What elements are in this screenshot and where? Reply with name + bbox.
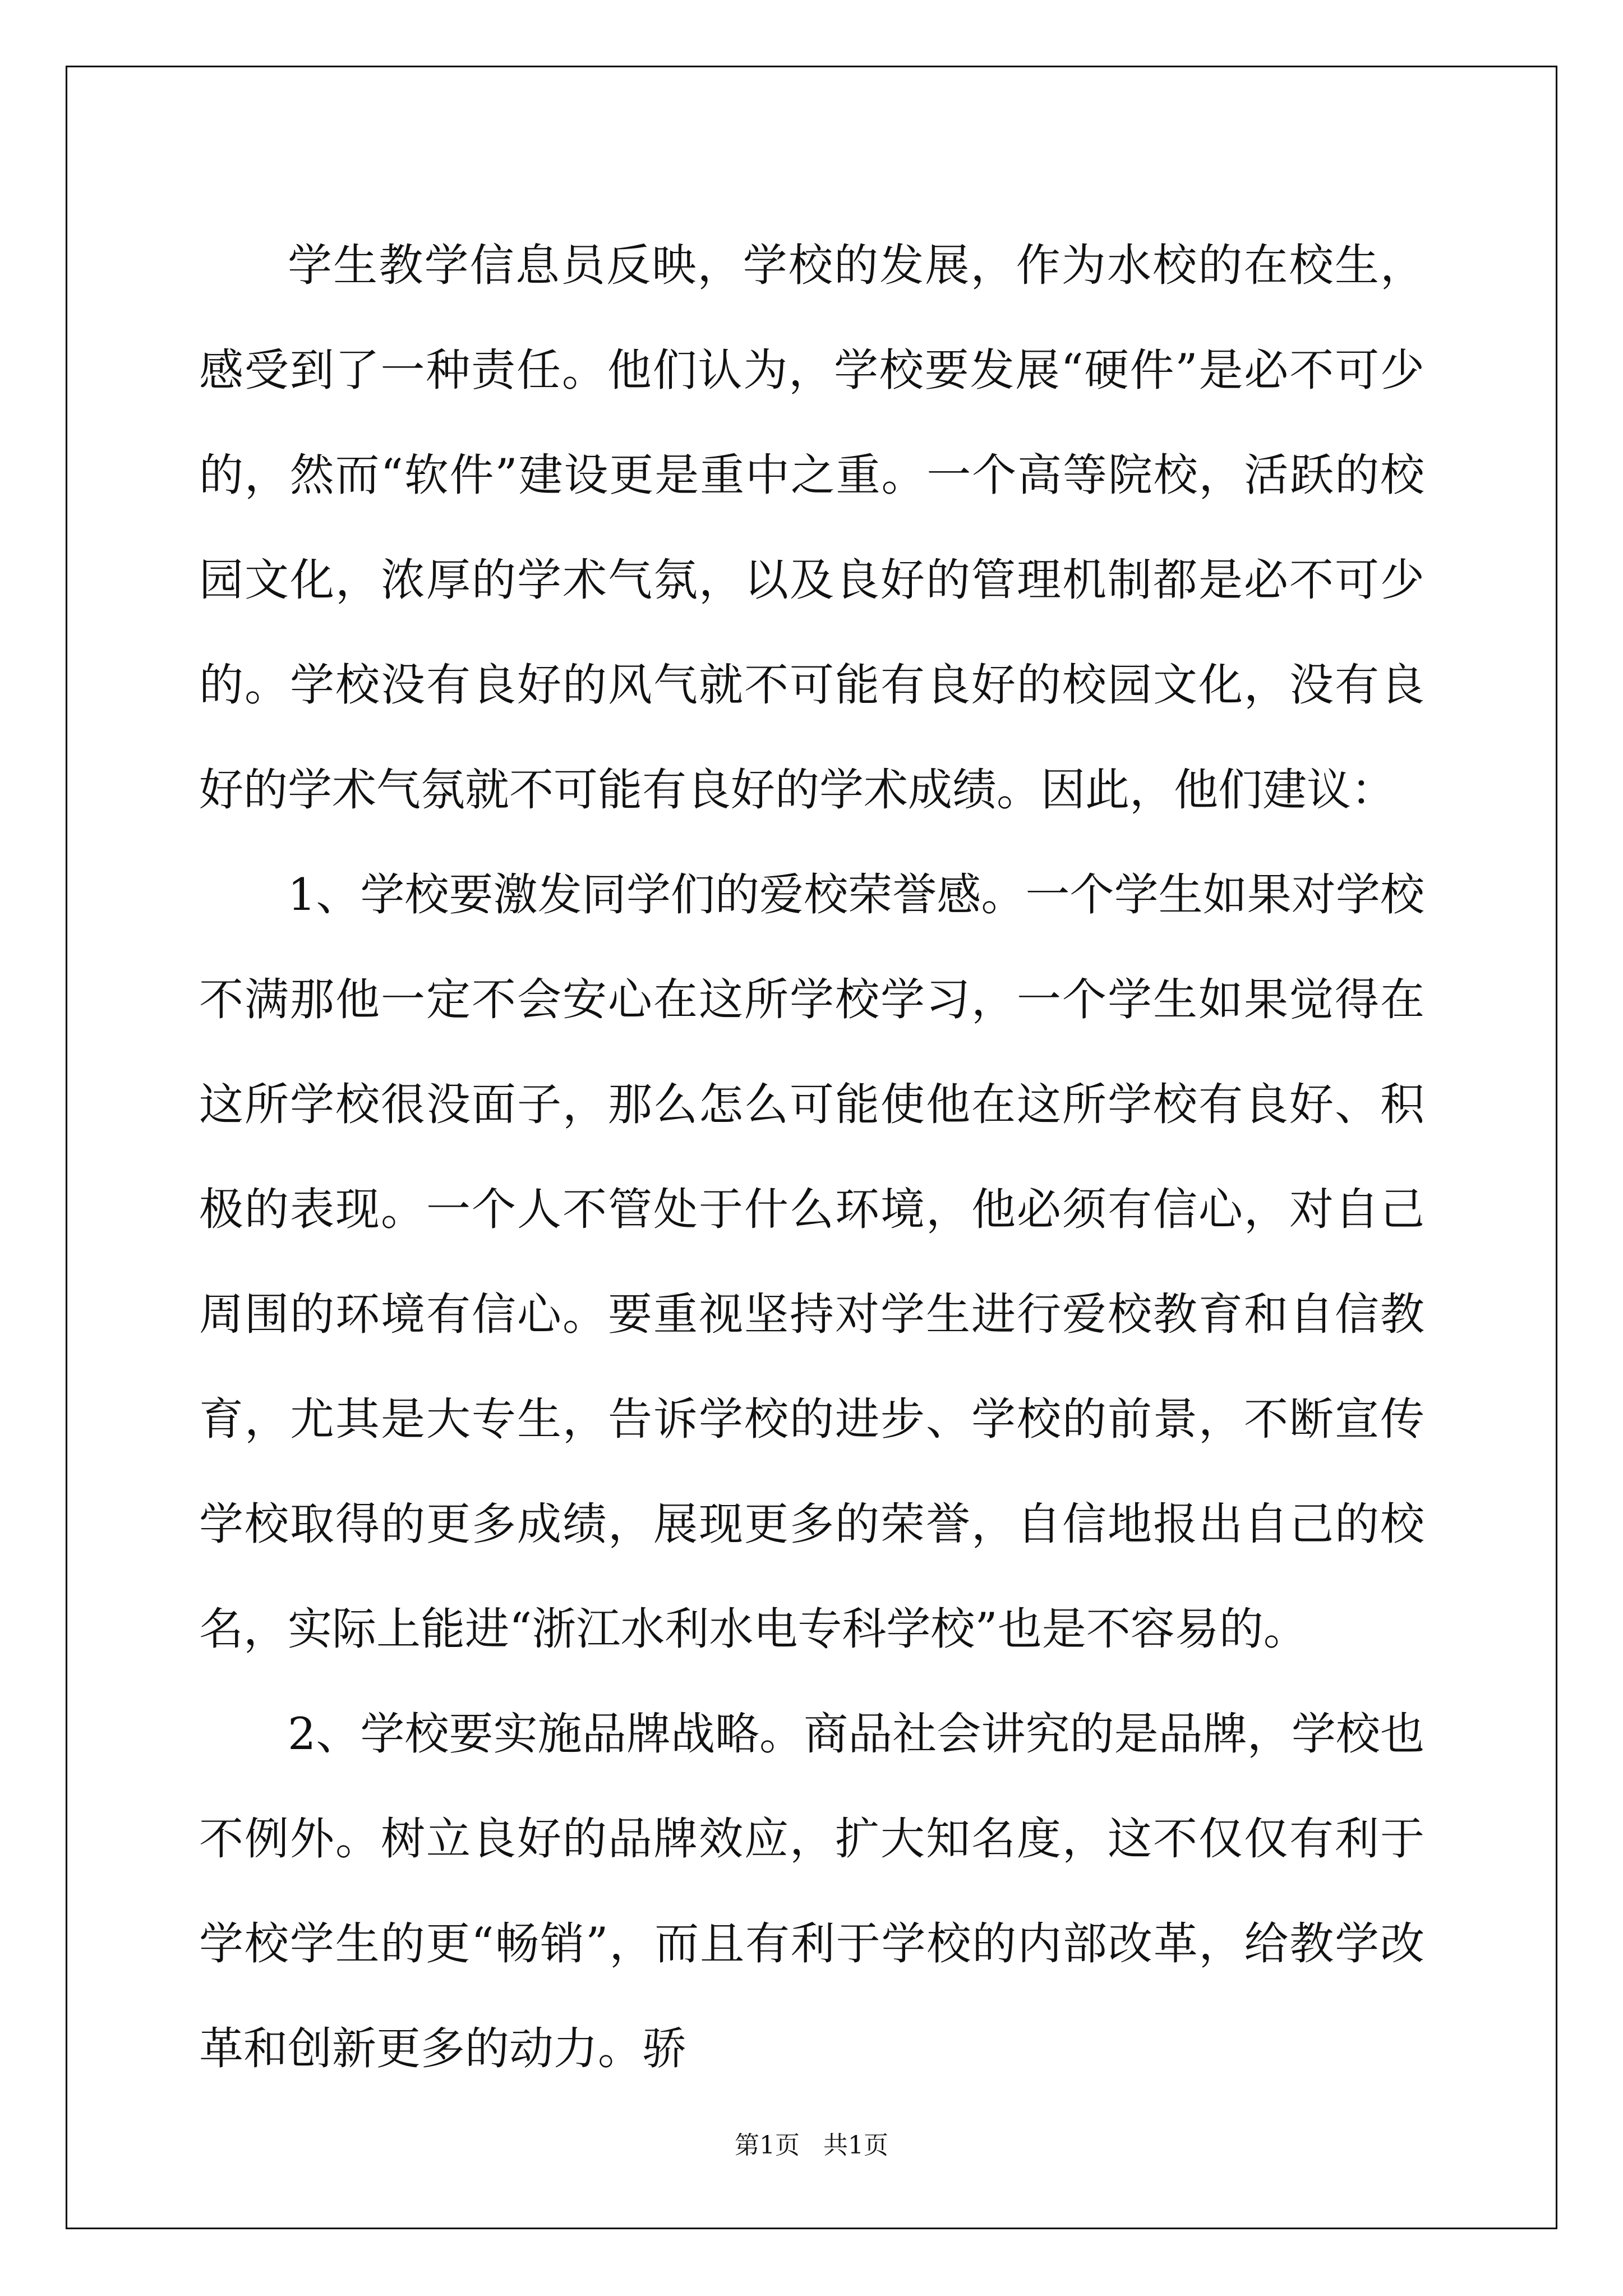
document-body — [199, 213, 1424, 2101]
paragraph-point-1: 1、学校要激发同学们的爱校荣誉感。一个学生如果对学校不满那他一定不会安心在这所学校学习，一个学生如果觉得在这所学校很没面子，那么怎么可能使他在这所学校有良好、积极的表现。一个人不管处于什么环境，他必须有信心，对自己周围的环境有信心。要重视坚持对学生进行爱校教育和自信教育，尤其是大专生，告诉学校的进步、学校的前景，不断宣传学校取得的更多成绩，展现更多的荣誉，自信地报出自己的校名，实际上能进“浙江水利水电专科学校”也是不容易的。 — [199, 869, 1424, 1655]
page-number-footer: 第1页 共1页 — [735, 2131, 888, 2160]
paragraph-point-2: 2、学校要实施品牌战略。商品社会讲究的是品牌，学校也不例外。树立良好的品牌效应，扩大知名度，这不仅仅有利于学校学生的更“畅销”，而且有利于学校的内部改革，给教学改革和创新更多的动力。骄 — [199, 1708, 1424, 2074]
paragraph-intro: 学生教学信息员反映，学校的发展，作为水校的在校生，感受到了一种责任。他们认为，学校要发展“硬件”是必不可少的，然而“软件”建设更是重中之重。一个高等院校，活跃的校园文化，浓厚的学术气氛，以及良好的管理机制都是必不可少的。学校没有良好的风气就不可能有良好的校园文化，没有良好的学术气氛就不可能有良好的学术成绩。因此，他们建议： — [199, 240, 1424, 816]
